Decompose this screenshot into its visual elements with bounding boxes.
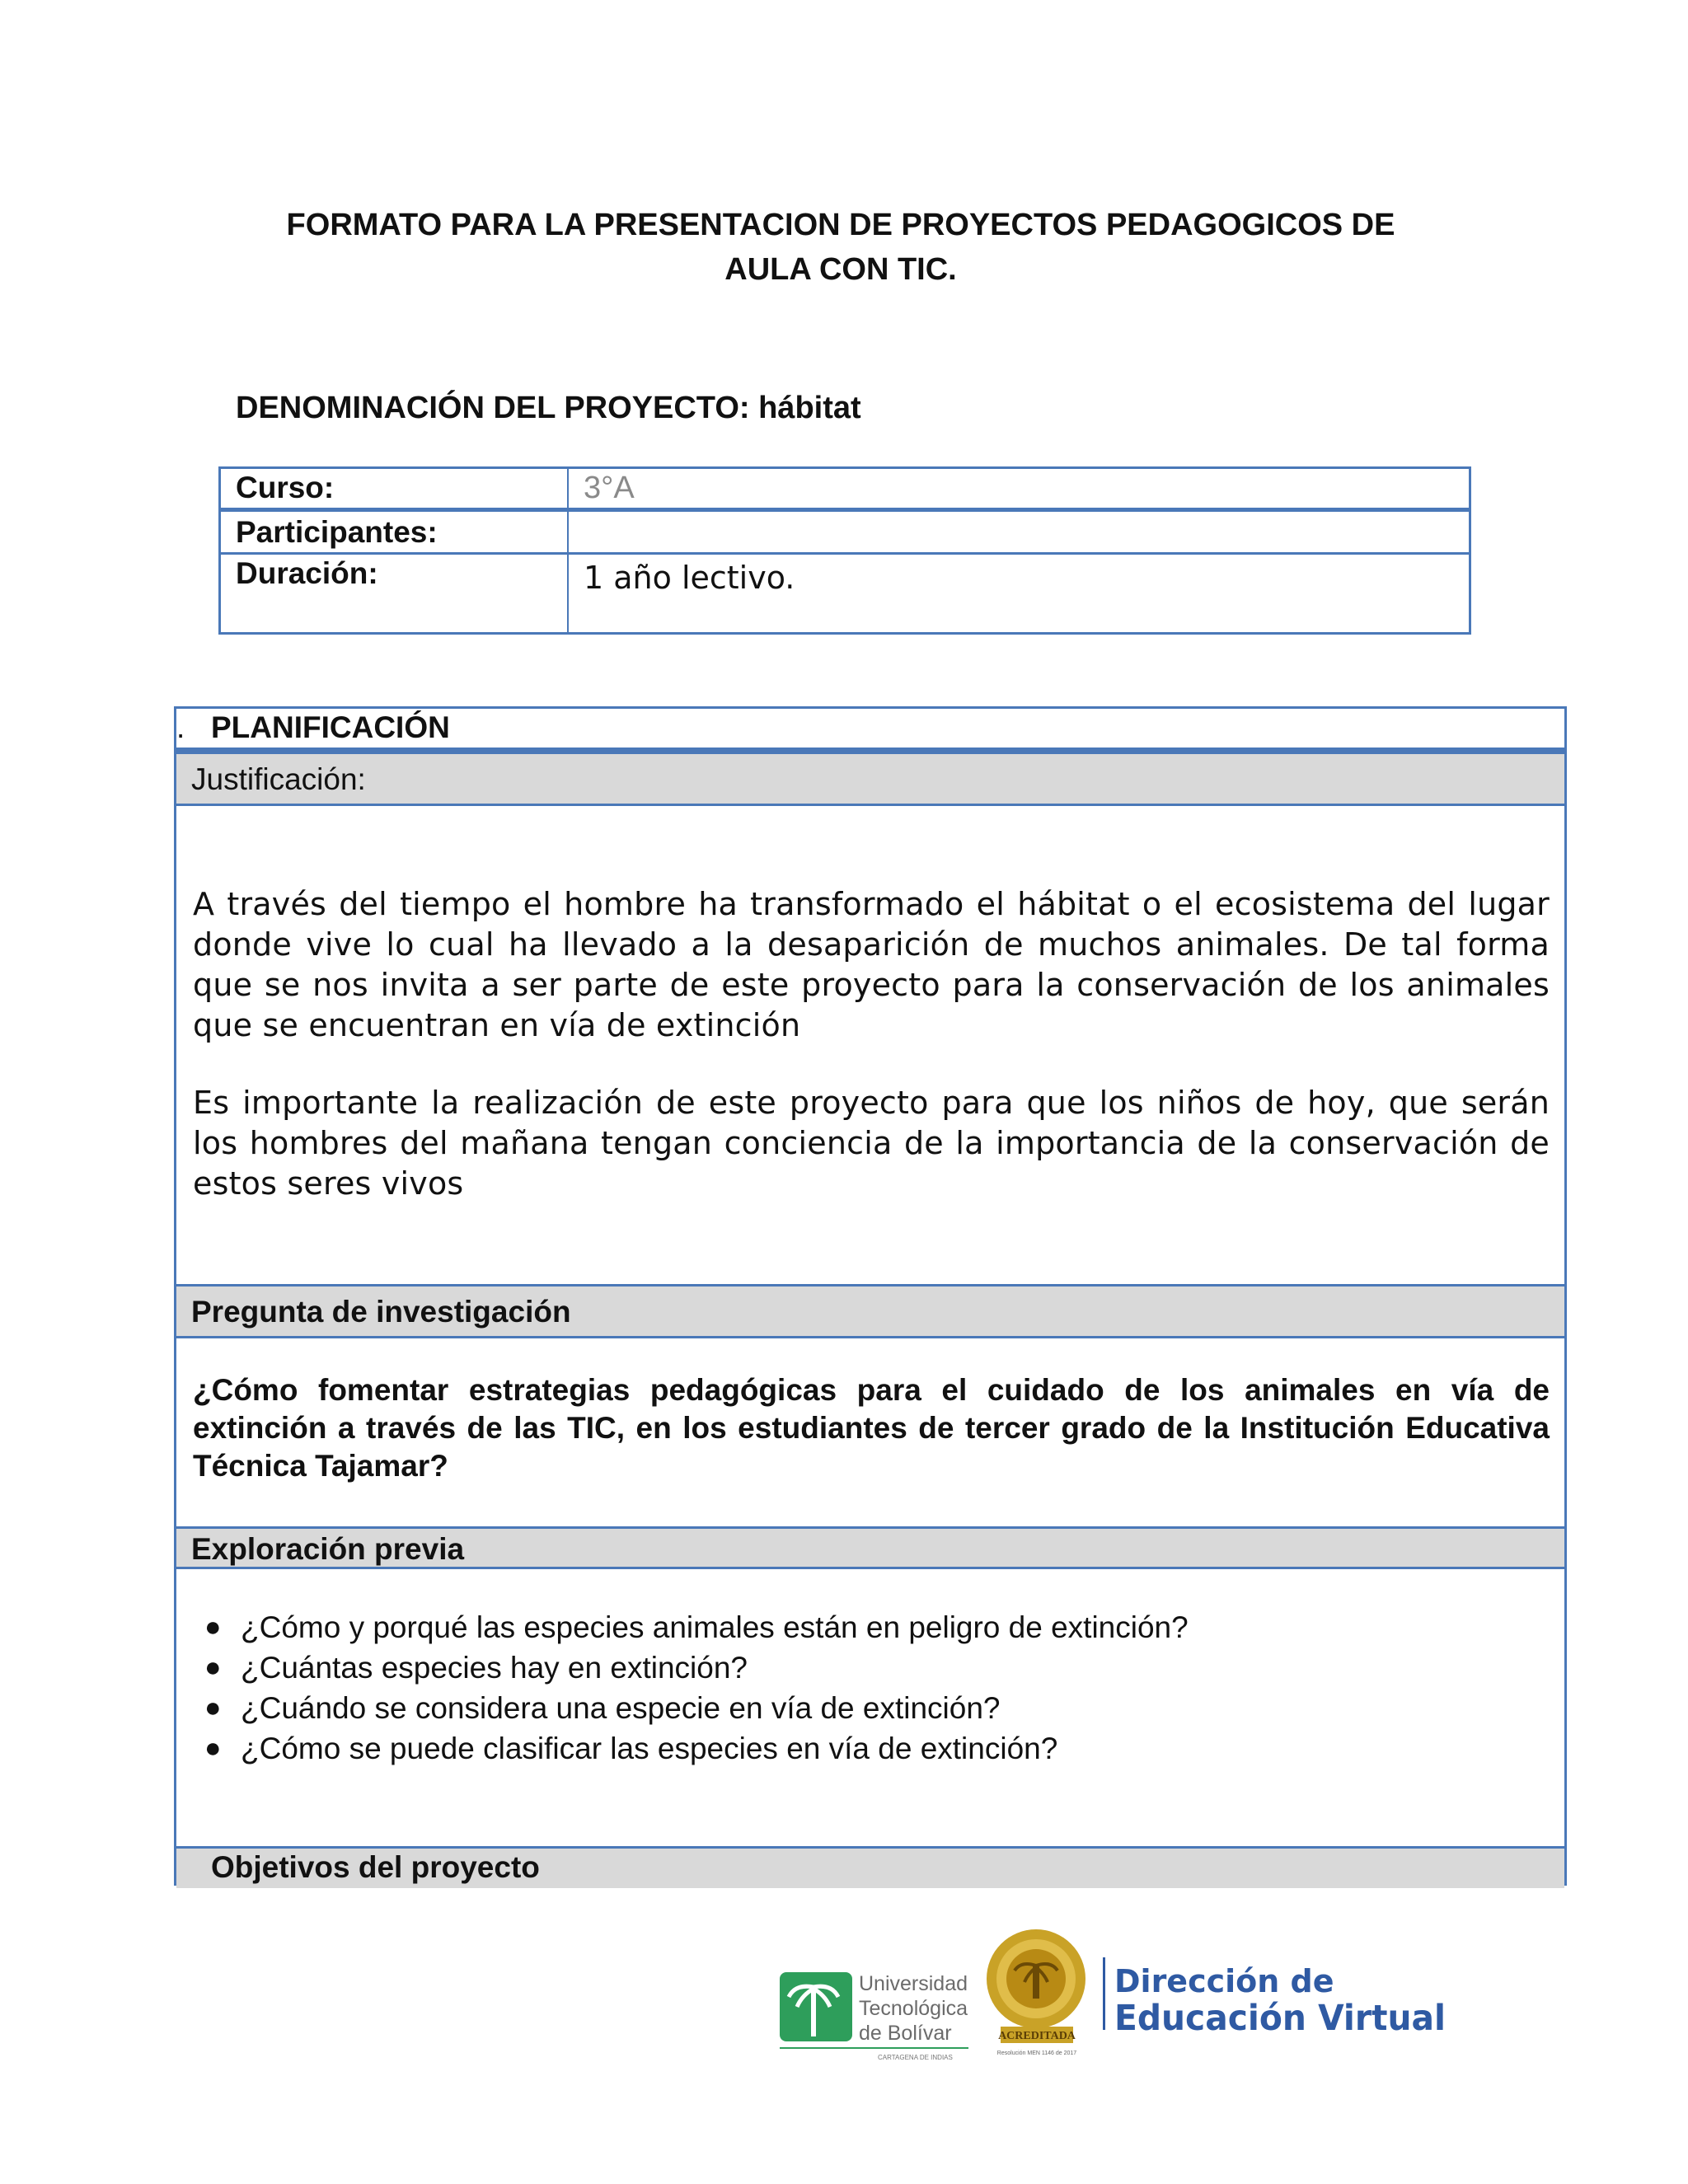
objectives-header bbox=[176, 1846, 1564, 1888]
list-item: ● ¿Cómo se puede clasificar las especies en vía de extinción? bbox=[193, 1728, 1189, 1769]
justification-paragraph-2: Es importante la realización de este proyecto para que los niños de hoy, que serán los hombres del mañana tengan conciencia de la importancia de la conservación de estos seres vivos bbox=[193, 1085, 1550, 1202]
exploration-header bbox=[176, 1526, 1564, 1569]
direction-line-1: Dirección de bbox=[1114, 1963, 1334, 1999]
question-body bbox=[176, 1338, 1564, 1526]
seal-subtitle: Resolución MEN 1146 de 2017 bbox=[996, 2050, 1077, 2056]
participants-label: Participantes: bbox=[236, 515, 438, 549]
planning-table bbox=[174, 706, 1567, 1886]
course-label: Curso: bbox=[236, 471, 335, 504]
question-label: Pregunta de investigación bbox=[191, 1295, 571, 1329]
question-header bbox=[176, 1284, 1564, 1338]
exploration-label: Exploración previa bbox=[191, 1532, 465, 1566]
duration-label: Duración: bbox=[236, 556, 378, 590]
exploration-body bbox=[176, 1569, 1564, 1846]
accreditation-seal bbox=[987, 1929, 1085, 2056]
seal-text: ACREDITADA bbox=[998, 2030, 1076, 2042]
title-line-2: AULA CON TIC. bbox=[724, 252, 957, 287]
project-info-table bbox=[218, 466, 1471, 635]
course-value: 3°A bbox=[584, 471, 635, 505]
justification-header bbox=[176, 752, 1564, 806]
footer-logos bbox=[775, 1924, 1451, 2064]
bullet-icon: ● bbox=[204, 1652, 222, 1683]
planning-header bbox=[176, 709, 1564, 752]
utb-logo bbox=[780, 1972, 968, 2061]
justification-paragraph-1: A través del tiempo el hombre ha transformado el hábitat o el ecosistema del lugar donde vive lo cual ha llevado a la desaparición de muchos animales. De tal forma que se nos invita a ser parte de este proyecto para la conservación de los animales que se encuentran en vía de extinción bbox=[193, 886, 1550, 1043]
list-item: ● ¿Cómo y porqué las especies animales están en peligro de extinción? bbox=[193, 1607, 1189, 1647]
justification-body bbox=[176, 806, 1564, 1202]
institution-logos bbox=[775, 1924, 1451, 2064]
title-line-1: FORMATO PARA LA PRESENTACION DE PROYECTOS PEDAGOGICOS DE bbox=[286, 208, 1395, 242]
bullet-icon: ● bbox=[204, 1611, 222, 1643]
section-number: . bbox=[176, 710, 185, 744]
project-name bbox=[236, 391, 861, 426]
course-row bbox=[221, 469, 1469, 512]
project-name-label: DENOMINACIÓN DEL PROYECTO: bbox=[236, 391, 750, 425]
logo-divider bbox=[1103, 1957, 1105, 2030]
utb-line-2: Tecnológica bbox=[859, 1997, 968, 2020]
direction-line-2: Educación Virtual bbox=[1114, 1998, 1446, 2039]
objectives-label: Objetivos del proyecto bbox=[211, 1850, 540, 1884]
research-question: ¿Cómo fomentar estrategias pedagógicas para el cuidado de los animales en vía de extinción a través de las TIC, en los estudiantes de tercer grado de la Institución Educativa Técnica Tajamar? bbox=[193, 1373, 1550, 1483]
participants-row bbox=[221, 512, 1469, 555]
exploration-list bbox=[193, 1607, 1189, 1769]
duration-value: 1 año lectivo. bbox=[584, 560, 795, 596]
list-item: ● ¿Cuántas especies hay en extinción? bbox=[193, 1647, 1189, 1688]
bullet-icon: ● bbox=[204, 1692, 222, 1723]
page-title bbox=[165, 203, 1517, 292]
planning-heading: PLANIFICACIÓN bbox=[211, 710, 450, 744]
utb-subtitle: CARTAGENA DE INDIAS bbox=[878, 2054, 953, 2061]
duration-row bbox=[221, 555, 1469, 634]
justification-label: Justificación: bbox=[191, 762, 366, 796]
bullet-icon: ● bbox=[204, 1732, 222, 1764]
utb-line-1: Universidad bbox=[859, 1972, 968, 1995]
list-item: ● ¿Cuándo se considera una especie en vía de extinción? bbox=[193, 1688, 1189, 1728]
utb-line-3: de Bolívar bbox=[859, 2022, 952, 2045]
project-name-value: hábitat bbox=[758, 391, 861, 425]
